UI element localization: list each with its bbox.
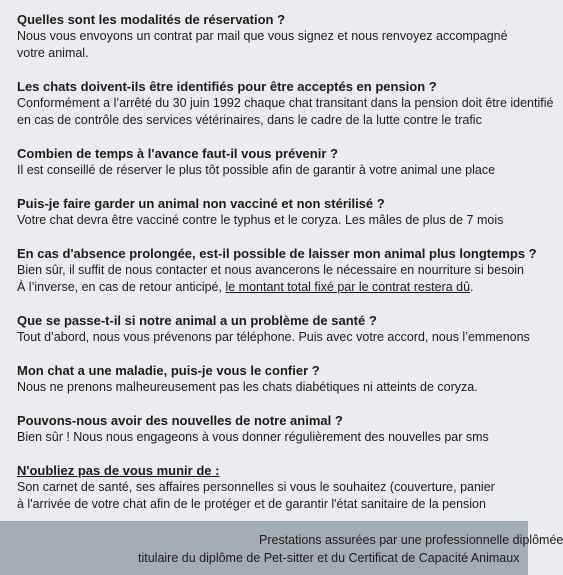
faq-answer-line — [17, 95, 554, 112]
faq-item — [17, 412, 528, 446]
answer-text: Son carnet de santé, ses affaires personnelles si vous le souhaitez (couverture, panier — [17, 480, 495, 494]
faq-answer-line — [17, 45, 528, 62]
faq-answer-line — [17, 162, 528, 179]
faq-item — [17, 462, 528, 513]
answer-text: Conformément a l’arrêté du 30 juin 1992 chaque chat transitant dans la pension doit être identifié — [17, 96, 554, 110]
faq-item — [17, 362, 528, 396]
faq-answer-line — [17, 379, 528, 396]
faq-question: Que se passe-t-il si notre animal a un problème de santé ? — [17, 313, 377, 328]
faq-question: Pouvons-nous avoir des nouvelles de notre animal ? — [17, 413, 343, 428]
faq-item — [17, 78, 554, 129]
answer-text: Il est conseillé de réserver le plus tôt possible afin de garantir à votre animal une place — [17, 163, 496, 177]
answer-text: . — [470, 280, 474, 294]
faq-answer-line — [17, 212, 528, 229]
faq-question: N'oubliez pas de vous munir de : — [17, 463, 220, 478]
footer-line-2: titulaire du diplôme de Pet-sitter et du Certificat de Capacité Animaux — [138, 551, 520, 565]
faq-answer-line — [17, 479, 528, 496]
footer-line-1: Prestations assurées par une professionnelle diplômée — [259, 533, 563, 547]
faq-question: Les chats doivent-ils être identifiés pour être acceptés en pension ? — [17, 79, 437, 94]
faq-item — [17, 312, 528, 346]
faq-question: En cas d'absence prolongée, est-il possible de laisser mon animal plus longtemps ? — [17, 246, 537, 261]
faq-item — [17, 245, 537, 296]
answer-text: votre animal. — [17, 46, 89, 60]
faq-answer-line — [17, 112, 528, 129]
answer-text: à l'arrivée de votre chat afin de le protéger et de garantir l'état sanitaire de la pension — [17, 497, 486, 511]
faq-item — [17, 195, 528, 229]
answer-text: Nous vous envoyons un contrat par mail que vous signez et nous renvoyez accompagné — [17, 29, 508, 43]
faq-answer-line — [17, 496, 528, 513]
faq-item — [17, 145, 528, 179]
faq-answer-line — [17, 279, 528, 296]
faq-question: Quelles sont les modalités de réservation ? — [17, 12, 286, 27]
faq-question: Combien de temps à l'avance faut-il vous prévenir ? — [17, 146, 338, 161]
answer-text: Votre chat devra être vacciné contre le typhus et le coryza. Les mâles de plus de 7 mois — [17, 213, 504, 227]
faq-question: Mon chat a une maladie, puis-je vous le confier ? — [17, 363, 320, 378]
faq-list — [17, 11, 554, 513]
faq-item — [17, 11, 528, 62]
faq-answer-line — [17, 262, 528, 279]
answer-text: Bien sûr ! Nous nous engageons à vous donner régulièrement des nouvelles par sms — [17, 430, 489, 444]
contract-note-link[interactable]: le montant total fixé par le contrat restera dû — [225, 280, 471, 294]
faq-answer-line — [17, 329, 528, 346]
answer-text: en cas de contrôle des services vétérinaires, dans le cadre de la lutte contre le trafic — [17, 113, 482, 127]
answer-text: Nous ne prenons malheureusement pas les chats diabétiques ni atteints de coryza. — [17, 380, 478, 394]
answer-text: Tout d’abord, nous vous prévenons par téléphone. Puis avec votre accord, nous l’emmenons — [17, 330, 530, 344]
answer-text: À l’inverse, en cas de retour anticipé, — [17, 280, 226, 294]
faq-answer-line — [17, 429, 528, 446]
answer-text: Bien sûr, il suffit de nous contacter et nous avancerons le nécessaire en nourriture si besoin — [17, 263, 525, 277]
faq-question: Puis-je faire garder un animal non vacciné et non stérilisé ? — [17, 196, 385, 211]
faq-answer-line — [17, 28, 528, 45]
footer — [0, 521, 563, 575]
